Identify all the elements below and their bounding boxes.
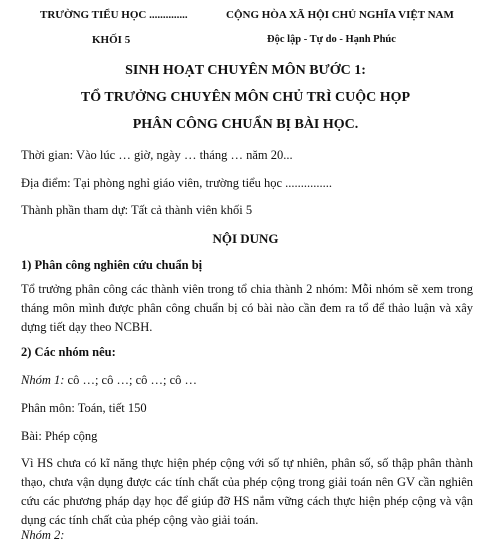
reason-text: Vì HS chưa có kĩ năng thực hiện phép cộng với số tự nhiên, phân số, số thập phân thành thạo, chưa vận dụng được các tính chất của phép cộng trong giải toán nên GV cần nghiên cứu các phương pháp dạy học để giúp đỡ HS nắm vững cách thực hiện phép cộng và vận dụng các tính chất của phép cộng vào giải toán. [21, 456, 473, 527]
grade-label: KHỐI 5 [92, 34, 131, 46]
title-line-3: PHÂN CÔNG CHUẨN BỊ BÀI HỌC. [132, 117, 359, 132]
lesson-line: Bài: Phép cộng [21, 429, 98, 443]
section-1-title: 1) Phân công nghiên cứu chuẩn bị [21, 258, 203, 272]
group-2-label: Nhóm 2: [21, 528, 65, 542]
meeting-time: Thời gian: Vào lúc … giờ, ngày … tháng … năm 20... [21, 148, 293, 162]
content-heading: NỘI DUNG [212, 231, 279, 246]
section-2-title: 2) Các nhóm nêu: [21, 345, 116, 359]
title-line-2: TỔ TRƯỞNG CHUYÊN MÔN CHỦ TRÌ CUỘC HỌP [80, 90, 411, 105]
meeting-place: Địa điểm: Tại phòng nghỉ giáo viên, trường tiểu học ............... [21, 176, 333, 190]
meeting-members: Thành phần tham dự: Tất cả thành viên khối 5 [21, 203, 253, 217]
motto: Độc lập - Tự do - Hạnh Phúc [267, 34, 396, 45]
republic-title: CỘNG HÒA XÃ HỘI CHỦ NGHĨA VIỆT NAM [226, 9, 454, 21]
school-name: TRƯỜNG TIỂU HỌC .............. [40, 9, 188, 21]
group-1-label: Nhóm 1: [21, 373, 65, 387]
group-1-members: cô …; cô …; cô …; cô … [64, 373, 198, 387]
title-line-1: SINH HOẠT CHUYÊN MÔN BƯỚC 1: [125, 63, 366, 78]
subject-line: Phân môn: Toán, tiết 150 [21, 401, 147, 415]
section-1-text: Tổ trưởng phân công các thành viên trong tổ chia thành 2 nhóm: Mỗi nhóm sẽ xem trong tháng môn mình được phân công chuẩn bị có bài nào cần đem ra tổ để thảo luận và xây dựng tiết dạy theo NCBH. [21, 282, 473, 334]
group-1-line [21, 373, 197, 388]
